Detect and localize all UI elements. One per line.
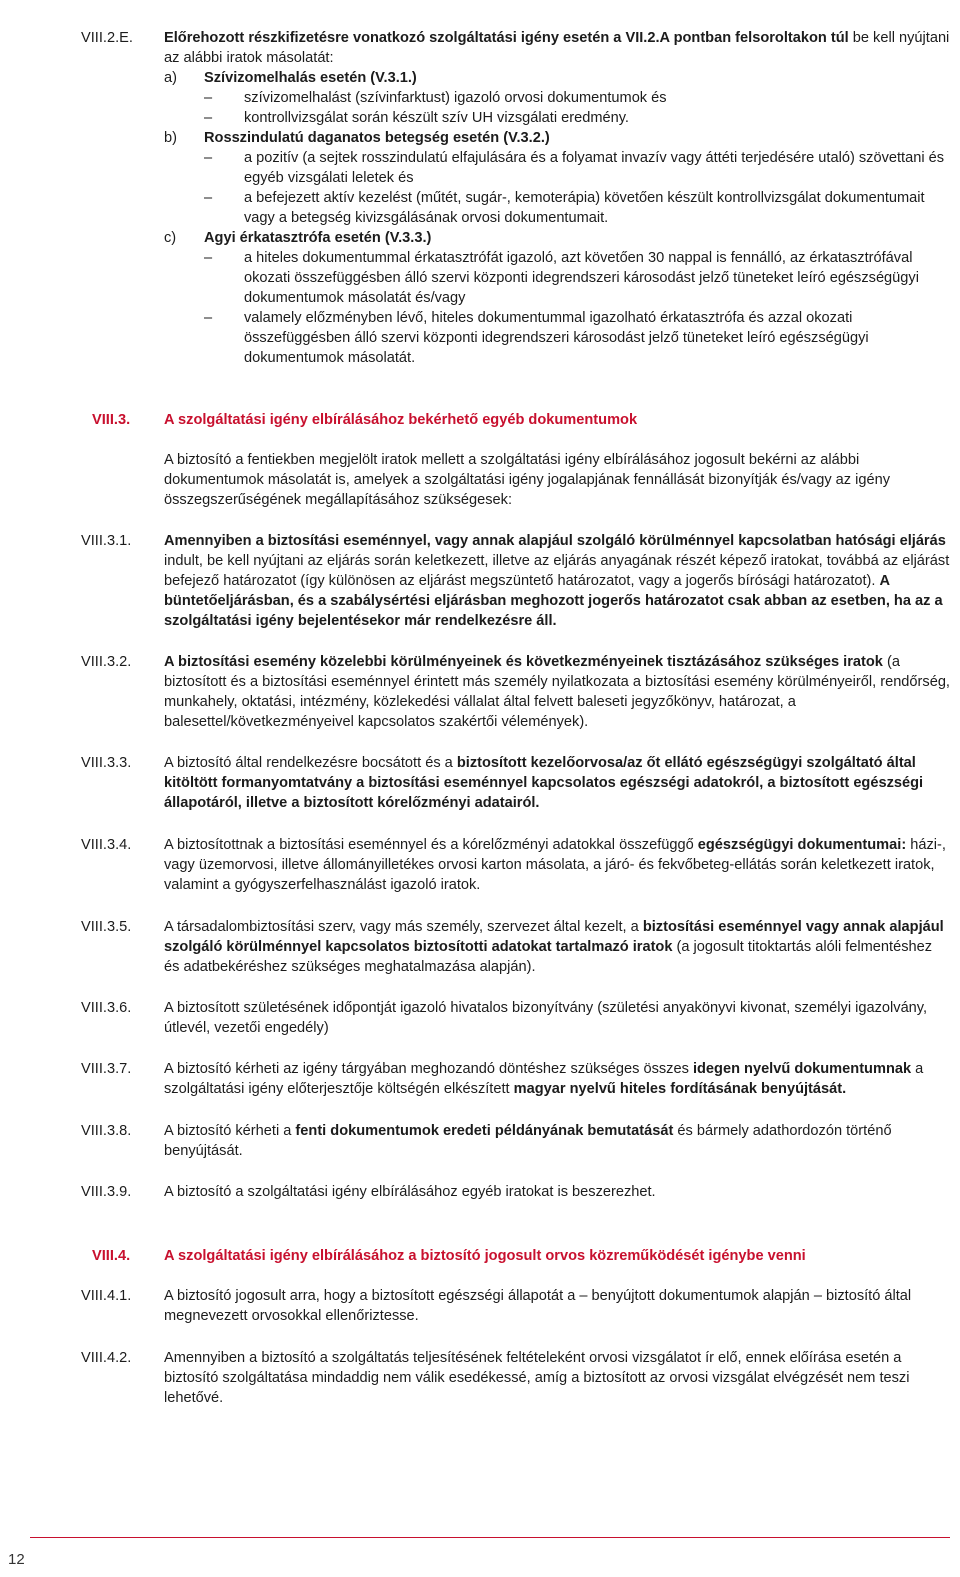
paragraph-bold: fenti dokumentumok eredeti példányának bemutatását	[295, 1123, 674, 1139]
paragraph-number: VIII.3.4.	[81, 837, 132, 853]
list-label-a: a)	[164, 70, 177, 86]
section-number: VIII.3.	[92, 412, 131, 428]
dash: –	[204, 310, 213, 326]
dash: –	[204, 90, 213, 106]
paragraph	[164, 1121, 950, 1161]
section-number: VIII.4.	[92, 1248, 131, 1264]
paragraph-number: VIII.3.2.	[81, 654, 132, 670]
paragraph	[164, 531, 950, 631]
paragraph-number: VIII.3.6.	[81, 1000, 132, 1016]
section-heading: A szolgáltatási igény elbírálásához bekérhető egyéb dokumentumok	[164, 412, 638, 428]
paragraph-text: (a jogosult titoktartás alóli felmentéshez és adatbekéréshez szükséges meghatalmazása alapján).	[164, 939, 933, 975]
footer-rule	[30, 1537, 950, 1538]
paragraph-text: a szolgáltatási igény előterjesztője költségén elkészített	[164, 1061, 924, 1097]
list-item: szívizomelhalást (szívinfarktust) igazoló orvosi dokumentumok és	[244, 90, 667, 106]
paragraph-number: VIII.3.3.	[81, 755, 132, 771]
paragraph-bold: biztosítási eseménnyel vagy annak alapjául szolgáló körülménnyel kapcsolatos biztosítotti adatokat tartalmazó iratok	[164, 919, 944, 955]
paragraph-bold: biztosított kezelőorvosa/az őt ellátó egészségügyi szolgáltató által kitöltött formanyomtatvány a biztosítási eseménnyel kapcsolatos egészségi adatokról, a biztosított egészségi állapotáról, illetve a biztosított kórelőzményi adatairól.	[164, 755, 924, 811]
paragraph-bold: idegen nyelvű dokumentumnak	[692, 1061, 912, 1077]
paragraph	[164, 917, 950, 977]
paragraph: Amennyiben a biztosító a szolgáltatás teljesítésének feltételeként orvosi vizsgálatot ír elő, ennek előírása esetén a biztosító szolgáltatása mindaddig nem válik esedékessé, amíg a biztosított az orvosi vizsgálat elvégzését nem teszi lehetővé.	[164, 1350, 910, 1406]
paragraph-number: VIII.4.2.	[81, 1350, 132, 1366]
list-item: a hiteles dokumentummal érkatasztrófát igazoló, azt követően 30 nappal is fennálló, az érkatasztrófával okozati összefüggésben álló szervi központi idegrendszeri károsodást jelző tüneteket leíró egészségügyi dokumentumok másolatát és/vagy	[244, 250, 919, 306]
paragraph-text: A biztosító kérheti az igény tárgyában meghozandó döntéshez szükséges összes	[164, 1061, 693, 1077]
list-title-c: Agyi érkatasztrófa esetén (V.3.3.)	[204, 230, 432, 246]
list-item: valamely előzményben lévő, hiteles dokumentummal igazolható érkatasztrófa és azzal okozati összefüggésben álló szervi központi idegrendszeri károsodást jelző tüneteket leíró egészségügyi dokumentumok másolatát.	[244, 310, 869, 366]
page-number: 12	[8, 1551, 25, 1568]
paragraph-text: (a biztosított és a biztosítási eseménnyel érintett más személy nyilatkozata a biztosítási esemény körülményeiről, rendőrség, munkahely, oktatási, intézmény, közlekedési vállalat által felvett baleseti jegyzőkönyv, határozat, a balesettel/következményeivel kapcsolatos szakértői vélemények).	[164, 654, 950, 730]
dash: –	[204, 250, 213, 266]
paragraph-bold: A büntetőeljárásban, és a szabálysértési eljárásban meghozott jogerős határozatot csak abban az esetben, ha az a szolgáltatási igény bejelentésekor már rendelkezésre áll.	[164, 573, 943, 629]
paragraph	[164, 1059, 950, 1099]
paragraph-bold: magyar nyelvű hiteles fordításának benyújtását.	[513, 1081, 847, 1097]
section-intro: A biztosító a fentiekben megjelölt iratok mellett a szolgáltatási igény elbírálásához jogosult bekérni az alábbi dokumentumok másolatát is, amelyek a szolgáltatási igény jogalapjának fennállását bizonyítják és/vagy az igény összegszerűségének megállapításához szükségesek:	[164, 452, 891, 508]
paragraph-number: VIII.3.8.	[81, 1123, 132, 1139]
list-label-c: c)	[164, 230, 177, 246]
paragraph-bold: A biztosítási esemény közelebbi körülményeinek és következményeinek tisztázásához szükséges iratok	[164, 654, 883, 670]
paragraph-text: és bármely adathordozón történő benyújtását.	[164, 1123, 892, 1159]
dash: –	[204, 150, 213, 166]
paragraph	[164, 835, 950, 895]
list-item: a pozitív (a sejtek rosszindulatú elfajulására és a folyamat invazív vagy áttéti terjedésére utaló) szövettani és egyéb vizsgálati leletek és	[244, 150, 945, 186]
paragraph-bold: Amennyiben a biztosítási eseménnyel, vagy annak alapjául szolgáló körülménnyel kapcsolatban hatósági eljárás	[164, 533, 946, 549]
paragraph: A biztosító jogosult arra, hogy a biztosított egészségi állapotát a – benyújtott dokumentumok alapján – biztosító által megnevezett orvosokkal ellenőriztesse.	[164, 1288, 912, 1324]
intro-bold: Előrehozott részkifizetésre vonatkozó szolgáltatási igény esetén a VII.2.A pontban felsoroltakon túl	[164, 30, 849, 46]
list-title-a: Szívizomelhalás esetén (V.3.1.)	[204, 70, 417, 86]
paragraph-text: A társadalombiztosítási szerv, vagy más személy, szervezet által kezelt, a	[164, 919, 643, 935]
paragraph-text: A biztosító kérheti a	[164, 1123, 296, 1139]
intro-text: be kell nyújtani az alábbi iratok másolatát:	[164, 30, 950, 66]
section-intro	[164, 28, 950, 68]
paragraph-number: VIII.3.1.	[81, 533, 132, 549]
list-label-b: b)	[164, 130, 177, 146]
paragraph	[164, 753, 950, 813]
paragraph: A biztosító a szolgáltatási igény elbírálásához egyéb iratokat is beszerezhet.	[164, 1184, 656, 1200]
paragraph-number: VIII.3.9.	[81, 1184, 132, 1200]
paragraph-number: VIII.4.1.	[81, 1288, 132, 1304]
dash: –	[204, 190, 213, 206]
paragraph-number: VIII.3.7.	[81, 1061, 132, 1077]
section-heading: A szolgáltatási igény elbírálásához a biztosító jogosult orvos közreműködését igénybe venni	[164, 1248, 806, 1264]
paragraph-text: házi-, vagy üzemorvosi, illetve állományilletékes orvosi karton másolata, a járó- és fekvőbeteg-ellátás során keletkezett iratok, valamint a gyógyszerfelhasználást igazoló iratok.	[164, 837, 946, 893]
paragraph-bold: egészségügyi dokumentumai:	[697, 837, 907, 853]
paragraph-text: A biztosító által rendelkezésre bocsátott és a	[164, 755, 457, 771]
paragraph-text: indult, be kell nyújtani az eljárás során keletkezett, illetve az eljárás anyagának részét képező iratokat, továbbá az eljárást befejező határozatot (így különösen az eljárást megszüntető határozatot, vagy a jogerős bírósági határozatot).	[164, 553, 950, 589]
paragraph-number: VIII.3.5.	[81, 919, 132, 935]
list-title-b: Rosszindulatú daganatos betegség esetén (V.3.2.)	[204, 130, 550, 146]
paragraph: A biztosított születésének időpontját igazoló hivatalos bizonyítvány (születési anyakönyvi kivonat, személyi igazolvány, útlevél, vezetői engedély)	[164, 1000, 928, 1036]
list-item: kontrollvizsgálat során készült szív UH vizsgálati eredmény.	[244, 110, 629, 126]
paragraph-text: A biztosítottnak a biztosítási eseménnyel és a kórelőzményi adatokkal összefüggő	[164, 837, 698, 853]
list-item: a befejezett aktív kezelést (műtét, sugár-, kemoterápia) követően készült kontrollvizsgálat dokumentumait vagy a betegség kivizsgálásának orvosi dokumentumait.	[244, 190, 925, 226]
paragraph	[164, 652, 950, 732]
dash: –	[204, 110, 213, 126]
section-number: VIII.2.E.	[81, 30, 133, 46]
